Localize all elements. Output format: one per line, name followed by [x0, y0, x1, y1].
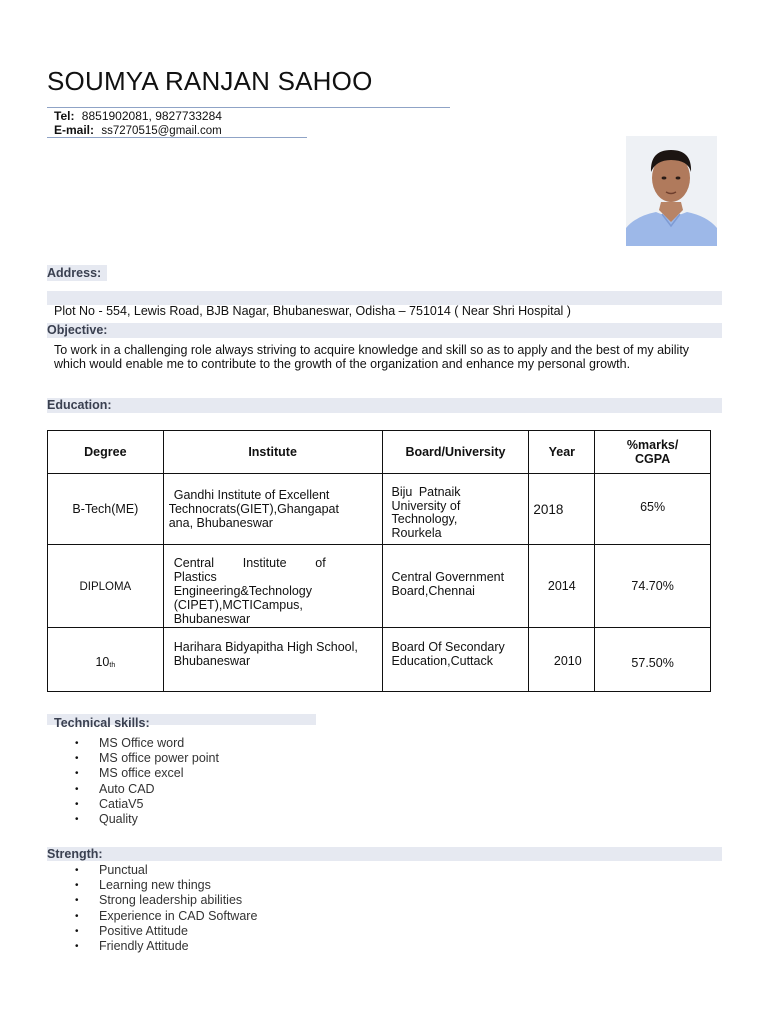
- cell-marks: [595, 545, 711, 628]
- board-line: Central Government: [391, 570, 505, 584]
- list-item: • Quality: [75, 812, 219, 827]
- board-line: Technology,: [391, 512, 458, 526]
- institute-line: Bhubaneswar: [173, 612, 251, 626]
- education-band: [47, 398, 722, 413]
- institute-word: Central: [173, 556, 215, 570]
- table-header-row: [48, 431, 711, 474]
- year-value: 2018: [533, 501, 564, 517]
- institute-line: (CIPET),MCTICampus,: [173, 598, 303, 612]
- cell-marks: [595, 474, 711, 545]
- phone-label: Tel:: [54, 109, 75, 123]
- table-row: [48, 628, 711, 692]
- institute-line: Engineering&Technology: [173, 584, 313, 598]
- header-year: Year: [529, 431, 595, 474]
- objective-band: [47, 323, 722, 338]
- phone-value: 8851902081, 9827733284: [81, 109, 222, 123]
- header-institute: Institute: [163, 431, 382, 474]
- education-heading: Education:: [47, 398, 112, 412]
- strength-list: [75, 863, 257, 954]
- institute-line: Gandhi Institute of Excellent: [173, 488, 330, 502]
- list-item: • CatiaV5: [75, 797, 219, 812]
- institute-word: of: [315, 556, 326, 570]
- address-text: Plot No - 554, Lewis Road, BJB Nagar, Bhubaneswar, Odisha – 751014 ( Near Shri Hospital ): [54, 304, 571, 318]
- table-row: [48, 474, 711, 545]
- list-item: • Friendly Attitude: [75, 939, 257, 954]
- table-row: [48, 545, 711, 628]
- cell-institute: [163, 474, 382, 545]
- list-item: • Punctual: [75, 863, 257, 878]
- email-label: E-mail:: [54, 123, 95, 137]
- email-line: [54, 123, 222, 137]
- header-marks-line1: %marks/: [626, 438, 679, 452]
- list-item: • Auto CAD: [75, 782, 219, 797]
- institute-word: Institute: [242, 556, 287, 570]
- header-board: Board/University: [382, 431, 529, 474]
- year-value: 2014: [547, 579, 576, 593]
- list-item: • Learning new things: [75, 878, 257, 893]
- strength-heading: Strength:: [47, 847, 103, 861]
- cell-institute: [163, 628, 382, 692]
- marks-value: 74.70%: [631, 579, 674, 593]
- candidate-name: SOUMYA RANJAN SAHOO: [47, 66, 373, 96]
- list-item: • MS office power point: [75, 751, 219, 766]
- board-line: Rourkela: [391, 525, 442, 540]
- cell-marks: [595, 628, 711, 692]
- cell-year: [529, 628, 595, 692]
- objective-heading: Objective:: [47, 323, 108, 337]
- list-item: • MS office excel: [75, 766, 219, 781]
- profile-photo: [626, 136, 717, 246]
- cell-degree: [48, 474, 164, 545]
- cell-year: [529, 474, 595, 545]
- year-value: 2010: [553, 654, 582, 668]
- phone-line: [54, 109, 222, 123]
- board-line: Board Of Secondary: [391, 640, 505, 654]
- list-item: • MS Office word: [75, 736, 219, 751]
- skills-heading: Technical skills:: [54, 716, 150, 730]
- institute-line: Plastics: [173, 570, 217, 584]
- degree-superscript: th: [109, 662, 116, 669]
- email-value: ss7270515@gmail.com: [101, 125, 222, 137]
- address-text-band: [47, 291, 722, 305]
- marks-value: 65%: [640, 500, 666, 514]
- cell-board: [382, 545, 529, 628]
- header-degree: Degree: [48, 431, 164, 474]
- board-line: Board,Chennai: [391, 584, 475, 598]
- board-line: Education,Cuttack: [391, 654, 493, 668]
- institute-line: Harihara Bidyapitha High School,: [173, 640, 358, 654]
- degree-value: DIPLOMA: [79, 581, 132, 593]
- degree-value: 10: [95, 655, 110, 669]
- institute-line: Technocrats(GIET),Ghangapat: [168, 502, 339, 516]
- cell-degree: [48, 628, 164, 692]
- cell-degree: [48, 545, 164, 628]
- skills-list: [75, 736, 219, 827]
- email-rule: [47, 137, 307, 138]
- cell-institute: [163, 545, 382, 628]
- header-rule: [47, 107, 450, 108]
- cell-year: [529, 545, 595, 628]
- strength-band: [47, 847, 722, 861]
- list-item: • Experience in CAD Software: [75, 909, 257, 924]
- board-line: University of: [391, 498, 461, 513]
- header-marks: [595, 431, 711, 474]
- institute-line: Bhubaneswar: [173, 654, 251, 668]
- marks-value: 57.50%: [631, 656, 674, 670]
- objective-line-2: which would enable me to contribute to the growth of the organization and enhance my personal growth.: [54, 357, 631, 371]
- portrait-image: [626, 136, 717, 246]
- header-marks-line2: CGPA: [635, 452, 671, 466]
- education-table: [47, 430, 711, 692]
- board-line: Biju Patnaik: [391, 485, 461, 499]
- list-item: • Positive Attitude: [75, 924, 257, 939]
- address-heading: Address:: [47, 266, 102, 280]
- cell-board: [382, 474, 529, 545]
- cell-board: [382, 628, 529, 692]
- objective-line-1: To work in a challenging role always striving to acquire knowledge and skill so as to apply and the best of my ability: [54, 343, 690, 357]
- degree-value: B-Tech(ME): [72, 502, 139, 516]
- institute-line: ana, Bhubaneswar: [168, 516, 273, 530]
- list-item: • Strong leadership abilities: [75, 893, 257, 908]
